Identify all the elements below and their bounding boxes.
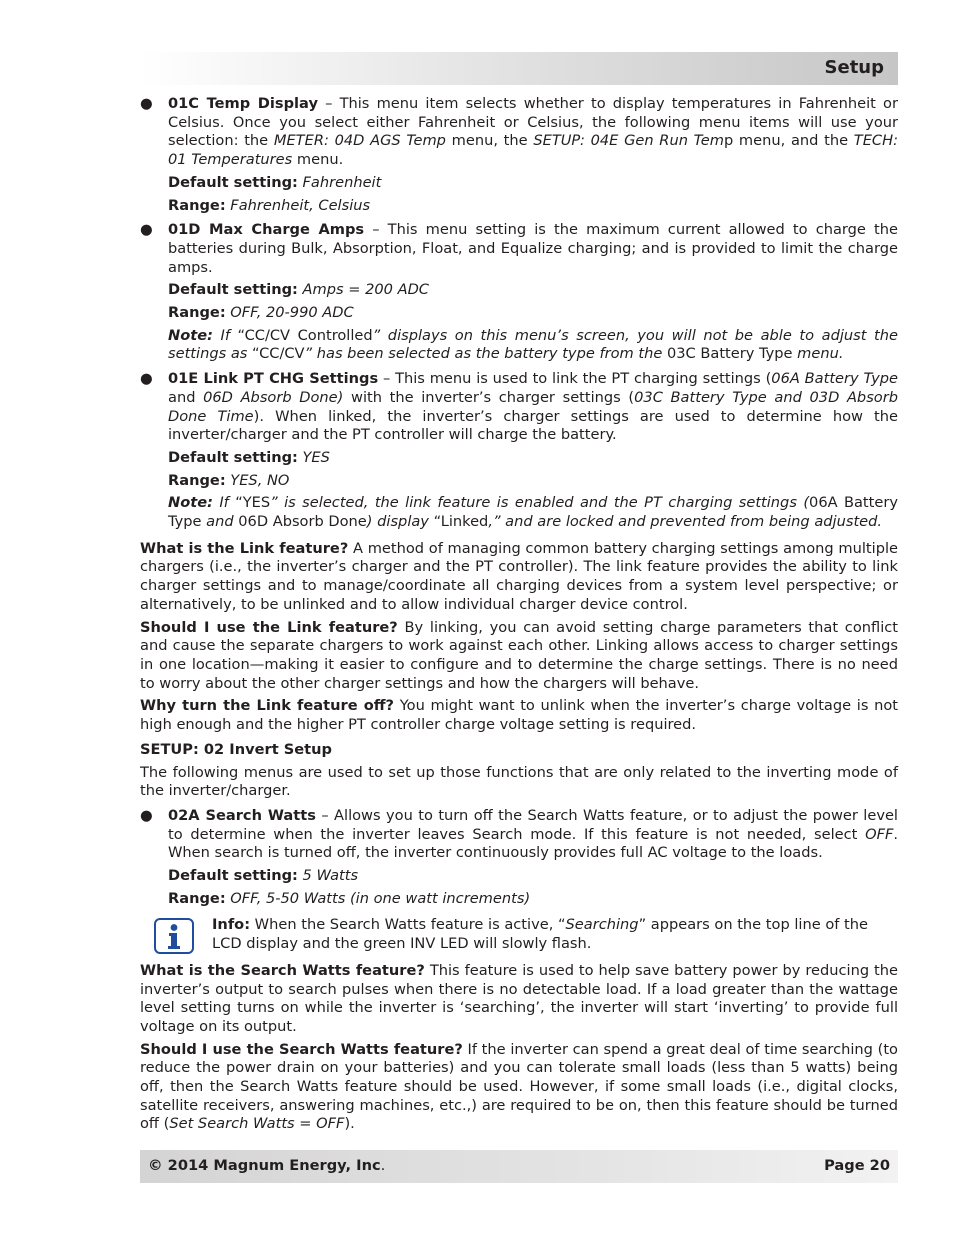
link-why-paragraph [140,697,898,734]
text: If the inverter can spend a great deal of time searching (to reduce the power drain on your batteries) and you can tolerate small loads (less than 5 watts) being off, then the Search Watts feature should be used. However, if some small loads (i.e., digital clocks, satellite receivers, answering machines, etc.,) are required to be on, then this feature should be turned off ( [140,1040,898,1133]
range-value: OFF, 20-990 ADC [225,304,354,322]
copyright-dot: . [380,1157,386,1174]
text: This feature is used to help save battery power by reducing the inverter’s output to search pulses when there is no detectable load. If a load greater than the wattage level setting turns on while the inverter is ‘searching’, the inverter will start ‘inverting’ to provide full voltage on its output. [140,961,898,1035]
range-label: Range: [168,196,226,214]
range-value: Fahrenheit, Celsius [225,196,371,214]
menu-item-label: 01D Max Charge Amps [168,221,365,239]
text: menu, the [445,132,534,150]
text: “YES [235,494,271,512]
menu-ref: TECH: 01 Temperatures [168,132,899,169]
default-label: Default setting: [168,281,298,299]
section-title: Setup [824,57,884,78]
text: – This menu item selects whether to display temperatures in Fahrenheit or Celsius. Once you select either Fahrenheit or Celsius, the following menu items will use your selection: the [168,95,898,150]
default-setting [168,449,898,468]
bullet-icon: ● [140,370,153,388]
menu-ref: 06A Battery Type [771,370,898,388]
range-setting [168,472,898,491]
invert-setup-intro: The following menus are used to set up those functions that are only related to the inverting mode of the inverter/charger. [140,763,898,800]
menu-item-label: 01C Temp Display [168,95,318,112]
text: By linking, you can avoid setting charge parameters that conflict and cause the separate chargers to work against each other. Linking allows access to charger settings in one location—making it easier to configure and to determine the charge settings. There is no need to worry about the other charger settings and how the chargers will behave. [140,618,898,692]
text: “CC/CV [252,345,305,363]
text: ” displays on this menu’s screen, you will not be able to adjust the settings as [168,326,898,363]
bullet-icon: ● [140,95,153,112]
info-text [212,916,892,953]
bullet-icon: ● [140,221,153,239]
search-what-paragraph [140,962,898,1037]
text: menu. [792,345,844,363]
range-value: OFF, 5-50 Watts (in one watt increments) [225,889,531,907]
menu-item-02a [140,807,898,909]
page-number: Page 20 [824,1157,890,1174]
link-should-paragraph [140,619,898,694]
text: If [212,494,236,512]
menu-ref: OFF [865,825,894,843]
default-value: Amps = 200 ADC [297,281,429,299]
info-box [140,916,898,953]
text: 06A Battery Type [168,494,898,531]
note [168,494,898,531]
text: ” appears on the top line of the LCD display and the green INV LED will slowly flash. [212,916,868,953]
default-setting [168,867,898,886]
paragraph-label: Should I use the Link feature? [140,618,398,636]
menu-item-01d [140,221,898,364]
page-content [140,95,898,1134]
text: p menu, and the [723,132,854,150]
range-label: Range: [168,304,226,322]
text: – This menu setting is the maximum current allowed to charge the batteries during Bulk, Absorption, Float, and Equalize charging; and is provided to limit the charge amps. [168,221,898,276]
text: – This menu is used to link the PT charging settings ( [378,370,772,388]
text: ” has been selected as the battery type from the [304,345,667,363]
default-label: Default setting: [168,173,298,191]
menu-item-01e-description [168,370,898,445]
bullet-icon: ● [140,806,153,824]
text: and [168,388,204,406]
menu-ref: METER: 04D AGS Temp [273,132,446,150]
text: ” is selected, the link feature is enabled and the PT charging settings ( [270,494,810,512]
menu-item-02a-description [168,807,898,863]
link-what-paragraph [140,540,898,615]
text: A method of managing common battery charging settings among multiple chargers (i.e., the inverter’s charger and the PT controller). The link feature provides the ability to link charger settings and to manage/coordinate all charging devices from a system level perspective; or alternatively, to be unlinked and to allow individual charger device control. [140,539,898,613]
paragraph-label: What is the Search Watts feature? [140,961,425,979]
text: with the inverter’s charger settings ( [343,388,635,406]
text: . When search is turned off, the inverter continuously provides full AC voltage to the loads. [168,825,898,862]
info-icon [154,918,194,954]
page-footer-bar [140,1150,898,1183]
note [168,327,898,364]
text: menu. [292,151,344,169]
text: If [212,326,238,344]
text: ) display [366,513,434,531]
text: 03C Battery Type [666,345,793,363]
page-header-bar [140,52,898,85]
menu-ref: SETUP: 04E Gen Run Tem [533,132,724,150]
default-value: YES [297,448,330,466]
text: Set Search Watts = OFF [169,1115,345,1133]
text: ). [344,1115,355,1133]
paragraph-label: Should I use the Search Watts feature? [140,1040,463,1058]
paragraph-label: Why turn the Link feature off? [140,697,395,715]
menu-item-label: 02A Search Watts [168,806,316,824]
default-label: Default setting: [168,448,298,466]
menu-item-01d-description [168,221,898,277]
menu-item-01c-description [168,95,898,170]
text: “CC/CV Controlled [237,326,373,344]
invert-setup-heading: SETUP: 02 Invert Setup [140,740,332,758]
range-setting [168,890,898,909]
menu-ref: 03C Battery Type and 03D Absorb Done Time [168,388,898,425]
text: “Linked [433,513,489,531]
menu-ref: 06D Absorb Done) [203,388,344,406]
note-label: Note: [168,494,213,512]
default-setting [168,174,898,193]
range-setting [168,197,898,216]
default-label: Default setting: [168,867,298,885]
text: You might want to unlink when the inverter’s charge voltage is not high enough and the higher PT controller charge voltage setting is required. [140,697,898,734]
text: – Allows you to turn off the Search Watts feature, or to adjust the power level to determine when the inverter leaves Search mode. If this feature is not needed, select [168,806,898,843]
paragraph-label: What is the Link feature? [140,539,349,557]
default-value: Fahrenheit [297,173,382,191]
copyright [148,1157,385,1176]
note-label: Note: [168,326,213,344]
default-value: 5 Watts [297,867,359,885]
info-label: Info: [212,916,251,934]
menu-item-01c [140,95,898,215]
default-setting [168,281,898,300]
text: 06D Absorb Done [238,513,367,531]
range-label: Range: [168,471,226,489]
text: When the Search Watts feature is active, “ [250,916,566,934]
menu-item-label: 01E Link PT CHG Settings [168,370,379,388]
text: ). When linked, the inverter’s charger settings are used to determine how the inverter/charger and the PT controller will charge the battery. [168,407,898,444]
copyright-text: © 2014 Magnum Energy, Inc [148,1157,381,1174]
text: ,” and are locked and prevented from being adjusted. [488,513,883,531]
range-value: YES, NO [225,471,290,489]
range-setting [168,304,898,323]
menu-item-01e [140,370,898,532]
text: Searching [565,916,639,934]
search-should-paragraph [140,1041,898,1135]
range-label: Range: [168,889,226,907]
text: and [201,513,239,531]
